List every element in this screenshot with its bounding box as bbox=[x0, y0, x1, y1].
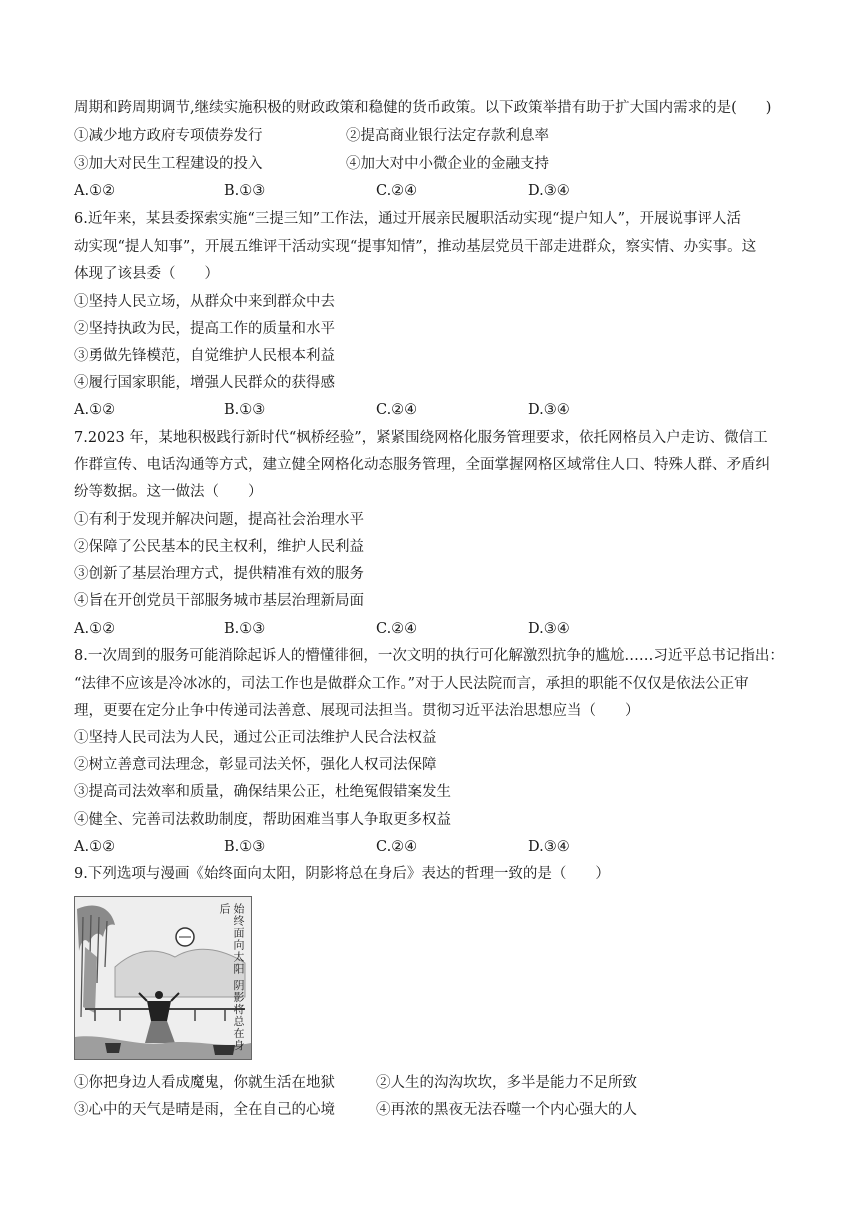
q8-option-2: ②树立善意司法理念，彰显司法关怀，强化人权司法保障 bbox=[74, 757, 437, 773]
q9-option-4: ④再浓的黑夜无法吞噬一个内心强大的人 bbox=[376, 1102, 637, 1118]
q9-cartoon bbox=[74, 896, 252, 1060]
q8-choice-d[interactable]: D.③④ bbox=[528, 839, 570, 855]
q5-choice-c[interactable]: C.②④ bbox=[376, 183, 418, 199]
q5-choice-b[interactable]: B.①③ bbox=[224, 183, 266, 199]
q9-option-2: ②人生的沟沟坎坎，多半是能力不足所致 bbox=[376, 1075, 637, 1091]
q9-stem: 9.下列选项与漫画《始终面向太阳，阴影将总在身后》表达的哲理一致的是（ ） bbox=[74, 866, 610, 882]
q6-option-4: ④履行国家职能，增强人民群众的获得感 bbox=[74, 375, 335, 391]
q5-option-3: ③加大对民生工程建设的投入 bbox=[74, 156, 263, 172]
q6-choice-b[interactable]: B.①③ bbox=[224, 402, 266, 418]
q6-choice-a[interactable]: A.①② bbox=[74, 402, 116, 418]
q6-option-3: ③勇做先锋模范，自觉维护人民根本利益 bbox=[74, 348, 335, 364]
q6-stem-line-3: 体现了该县委（ ） bbox=[74, 266, 219, 282]
q9-option-1: ①你把身边人看成魔鬼，你就生活在地狱 bbox=[74, 1075, 335, 1091]
q6-choice-c[interactable]: C.②④ bbox=[376, 402, 418, 418]
q5-option-4: ④加大对中小微企业的金融支持 bbox=[346, 156, 549, 172]
q7-option-1: ①有利于发现并解决问题，提高社会治理水平 bbox=[74, 512, 364, 528]
q8-option-3: ③提高司法效率和质量，确保结果公正，杜绝冤假错案发生 bbox=[74, 784, 451, 800]
q7-stem-line-1: 7.2023 年，某地积极践行新时代“枫桥经验”，紧紧围绕网格化服务管理要求，依托网格员入户走访、微信工 bbox=[74, 430, 768, 446]
q8-choice-a[interactable]: A.①② bbox=[74, 839, 116, 855]
q7-choice-c[interactable]: C.②④ bbox=[376, 621, 418, 637]
q7-stem-line-3: 纷等数据。这一做法（ ） bbox=[74, 484, 263, 500]
q8-choice-b[interactable]: B.①③ bbox=[224, 839, 266, 855]
q6-option-2: ②坚持执政为民，提高工作的质量和水平 bbox=[74, 321, 335, 337]
q8-stem-line-1: 8.一次周到的服务可能消除起诉人的懵懂徘徊，一次文明的执行可化解激烈抗争的尴尬……习近平总书记指出： bbox=[74, 648, 784, 664]
q5-option-2: ②提高商业银行法定存款利息率 bbox=[346, 128, 549, 144]
q8-option-1: ①坚持人民司法为人民，通过公正司法维护人民合法权益 bbox=[74, 730, 437, 746]
q5-choice-d[interactable]: D.③④ bbox=[528, 183, 570, 199]
q9-option-3: ③心中的天气是晴是雨，全在自己的心境 bbox=[74, 1102, 335, 1118]
q7-choice-d[interactable]: D.③④ bbox=[528, 621, 570, 637]
q6-option-1: ①坚持人民立场，从群众中来到群众中去 bbox=[74, 294, 335, 310]
q7-stem-line-2: 作群宣传、电话沟通等方式，建立健全网格化动态服务管理，全面掌握网格区域常住人口、特殊人群、矛盾纠 bbox=[74, 457, 770, 473]
q7-option-4: ④旨在开创党员干部服务城市基层治理新局面 bbox=[74, 593, 364, 609]
q7-choice-a[interactable]: A.①② bbox=[74, 621, 116, 637]
q8-stem-line-3: 理，更要在定分止争中传递司法善意、展现司法担当。贯彻习近平法治思想应当（ ） bbox=[74, 703, 640, 719]
q6-stem-line-2: 动实现“提人知事”，开展五维评干活动实现“提事知情”，推动基层党员干部走进群众，察实情、办实事。这 bbox=[74, 239, 757, 255]
q8-choice-c[interactable]: C.②④ bbox=[376, 839, 418, 855]
q6-choice-d[interactable]: D.③④ bbox=[528, 402, 570, 418]
cartoon-caption: 始终面向太阳 阴影将总在身后 bbox=[218, 903, 245, 1052]
q8-option-4: ④健全、完善司法救助制度，帮助困难当事人争取更多权益 bbox=[74, 812, 451, 828]
q7-option-3: ③创新了基层治理方式，提供精准有效的服务 bbox=[74, 566, 364, 582]
q7-choice-b[interactable]: B.①③ bbox=[224, 621, 266, 637]
q6-stem-line-1: 6.近年来，某县委探索实施“三提三知”工作法，通过开展亲民履职活动实现“提户知人”，开展说事评人活 bbox=[74, 211, 741, 227]
q5-option-1: ①减少地方政府专项债券发行 bbox=[74, 128, 263, 144]
q7-option-2: ②保障了公民基本的民主权利，维护人民利益 bbox=[74, 539, 364, 555]
q5-stem: 周期和跨周期调节,继续实施积极的财政政策和稳健的货币政策。以下政策举措有助于扩大国内需求的是( ) bbox=[74, 100, 772, 116]
q8-stem-line-2: “法律不应该是冷冰冰的，司法工作也是做群众工作。”对于人民法院而言，承担的职能不仅仅是依法公正审 bbox=[74, 676, 749, 692]
q5-choice-a[interactable]: A.①② bbox=[74, 183, 116, 199]
